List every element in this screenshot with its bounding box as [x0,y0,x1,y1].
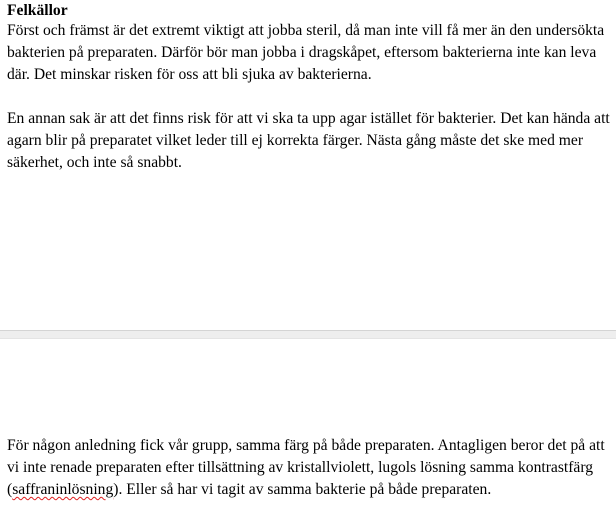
paragraph-agar-risk[interactable]: En annan sak är att det finns risk för att vi ska ta upp agar istället för bakterier. Det kan hända att agarn blir på preparatet vilket leder till ej korrekta färger. Nästa gång måste det ske med mer säkerhet, och inte så snabbt. [7,110,610,171]
paragraph-text-start: För någon anledning fick vår grupp, samma färg på både preparaten. Antagligen beror det på att vi inte renade preparaten efter tillsättning av kristallviolett, lugols lösning samma kontrastfärg ( [7,437,605,498]
document-page-2[interactable] [0,339,616,523]
paragraph-text-end: ). Eller så har vi tagit av samma bakterie på både preparaten. [113,481,492,498]
section-heading: Felkällor [7,2,68,19]
paragraph-sterile-work[interactable]: Först och främst är det extremt viktigt att jobba steril, då man inte vill få mer än den undersökta bakterien på preparaten. Därför bör man jobba i dragskåpet, eftersom bakterierna inte kan leva där. Det minskar risken för oss att bli sjuka av bakterierna. [7,22,605,83]
page-break [0,330,616,339]
paragraph-same-color[interactable] [7,435,612,501]
misspelled-word[interactable]: saffraninlösning [12,481,114,498]
